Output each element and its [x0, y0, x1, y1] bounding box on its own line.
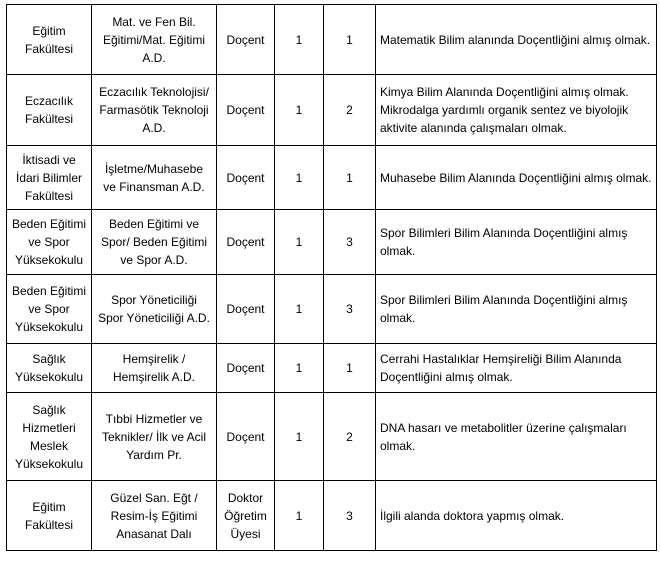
degree-cell-text: 1 [295, 32, 303, 47]
department-cell-text: Tıbbi Hizmetler ve Teknikler/ İlk ve Acil Yardım Pr. [101, 411, 207, 462]
faculty-cell [7, 75, 92, 146]
faculty-cell [7, 5, 92, 75]
table-row [7, 210, 657, 275]
requirement-cell [376, 393, 657, 481]
department-cell [92, 75, 217, 146]
department-cell-text: Spor Yöneticiliği Spor Yöneticiliği A.D. [98, 293, 210, 325]
table-row [7, 275, 657, 344]
department-cell [92, 146, 217, 210]
department-cell-text: Beden Eğitimi ve Spor/ Beden Eğitimi ve Spor A.D. [100, 217, 208, 267]
count-cell-text: 1 [346, 32, 353, 47]
faculty-cell [7, 210, 92, 275]
table-row [7, 481, 657, 551]
table-row [7, 75, 657, 146]
faculty-cell [7, 393, 92, 481]
count-cell [324, 210, 376, 275]
faculty-cell [7, 344, 92, 393]
title-cell [217, 5, 275, 75]
count-cell [324, 481, 376, 551]
requirement-cell [376, 210, 657, 275]
count-cell-text: 3 [346, 235, 353, 249]
degree-cell-text: 1 [295, 103, 303, 117]
count-cell-text: 2 [346, 429, 353, 444]
table-row [7, 344, 657, 393]
degree-cell [275, 393, 324, 481]
requirement-cell-text: Matematik Bilim alanında Doçentliğini almış olmak. [380, 32, 651, 47]
count-cell [324, 275, 376, 344]
count-cell-text: 1 [346, 170, 353, 185]
department-cell [92, 210, 217, 275]
degree-cell [275, 344, 324, 393]
table-row [7, 393, 657, 481]
count-cell-text: 1 [346, 361, 353, 375]
faculty-cell-text: İktisadi ve İdari Bilimler Fakültesi [15, 152, 82, 203]
degree-cell [275, 75, 324, 146]
requirement-cell [376, 275, 657, 344]
degree-cell-text: 1 [295, 429, 303, 444]
title-cell [217, 393, 275, 481]
faculty-cell-text: Beden Eğitimi ve Spor Yüksekokulu [11, 284, 87, 334]
title-cell [217, 275, 275, 344]
title-cell-text: Doçent [226, 235, 265, 249]
count-cell [324, 5, 376, 75]
count-cell [324, 344, 376, 393]
title-cell-text: Doçent [226, 32, 265, 47]
department-cell-text: İşletme/Muhasebe ve Finansman A.D. [103, 161, 205, 194]
department-cell [92, 275, 217, 344]
title-cell [217, 481, 275, 551]
degree-cell-text: 1 [295, 170, 303, 185]
title-cell [217, 146, 275, 210]
title-cell-text: Doçent [226, 302, 265, 316]
faculty-cell [7, 146, 92, 210]
faculty-cell [7, 275, 92, 344]
requirement-cell-text: Cerrahi Hastalıklar Hemşireliği Bilim Alanında Doçentliğini almış olmak. [380, 352, 622, 384]
department-cell-text: Güzel San. Eğt / Resim-İş Eğitimi Anasanat Dalı [110, 490, 198, 541]
degree-cell-text: 1 [295, 235, 303, 249]
requirement-cell-text: DNA hasarı ve metabolitler üzerine çalışmaları olmak. [380, 420, 627, 453]
requirement-cell-text: Kimya Bilim Alanında Doçentliğini almış olmak. Mikrodalga yardımlı organik sentez ve biyolojik aktivite alanında çalışmaları olmak. [380, 85, 629, 135]
requirement-cell [376, 146, 657, 210]
requirement-cell-text: Spor Bilimleri Bilim Alanında Doçentliğini almış olmak. [380, 293, 628, 325]
requirement-cell [376, 5, 657, 75]
department-cell [92, 344, 217, 393]
title-cell-text: Doçent [226, 361, 265, 375]
title-cell-text: Doçent [226, 103, 265, 117]
faculty-cell-text: Eğitim Fakültesi [24, 499, 74, 532]
degree-cell-text: 1 [295, 361, 303, 375]
faculty-cell [7, 481, 92, 551]
faculty-cell-text: Eczacılık Fakültesi [24, 94, 74, 126]
faculty-cell-text: Eğitim Fakültesi [24, 23, 74, 56]
degree-cell [275, 210, 324, 275]
title-cell [217, 344, 275, 393]
department-cell-text: Eczacılık Teknolojisi/ Farmasötik Teknoloji A.D. [99, 85, 209, 135]
faculty-cell-text: Beden Eğitimi ve Spor Yüksekokulu [11, 217, 87, 267]
degree-cell [275, 275, 324, 344]
title-cell [217, 210, 275, 275]
title-cell [217, 75, 275, 146]
count-cell-text: 3 [346, 508, 353, 523]
requirement-cell-text: İlgili alanda doktora yapmış olmak. [380, 508, 565, 523]
count-cell [324, 75, 376, 146]
degree-cell-text: 1 [295, 302, 303, 316]
department-cell [92, 481, 217, 551]
degree-cell [275, 146, 324, 210]
degree-cell [275, 5, 324, 75]
title-cell-text: Doçent [226, 170, 265, 185]
count-cell [324, 146, 376, 210]
requirement-cell [376, 344, 657, 393]
count-cell-text: 3 [346, 302, 353, 316]
requirement-cell [376, 75, 657, 146]
degree-cell-text: 1 [295, 508, 303, 523]
count-cell-text: 2 [346, 103, 353, 117]
requirement-cell-text: Muhasebe Bilim Alanında Doçentliğini almış olmak. [380, 170, 652, 185]
department-cell [92, 5, 217, 75]
table-row [7, 5, 657, 75]
department-cell [92, 393, 217, 481]
title-cell-text: Doçent [226, 429, 265, 444]
faculty-cell-text: Sağlık Hizmetleri Meslek Yüksekokulu [14, 402, 84, 471]
department-cell-text: Mat. ve Fen Bil. Eğitimi/Mat. Eğitimi A.D. [102, 14, 206, 65]
positions-table [6, 4, 657, 551]
requirement-cell-text: Spor Bilimleri Bilim Alanında Doçentliğini almış olmak. [380, 226, 628, 258]
faculty-cell-text: Sağlık Yüksekokulu [14, 352, 84, 384]
title-cell-text: Doktor Öğretim Üyesi [224, 490, 267, 541]
degree-cell [275, 481, 324, 551]
table-row [7, 146, 657, 210]
count-cell [324, 393, 376, 481]
requirement-cell [376, 481, 657, 551]
department-cell-text: Hemşirelik / Hemşirelik A.D. [112, 352, 195, 384]
